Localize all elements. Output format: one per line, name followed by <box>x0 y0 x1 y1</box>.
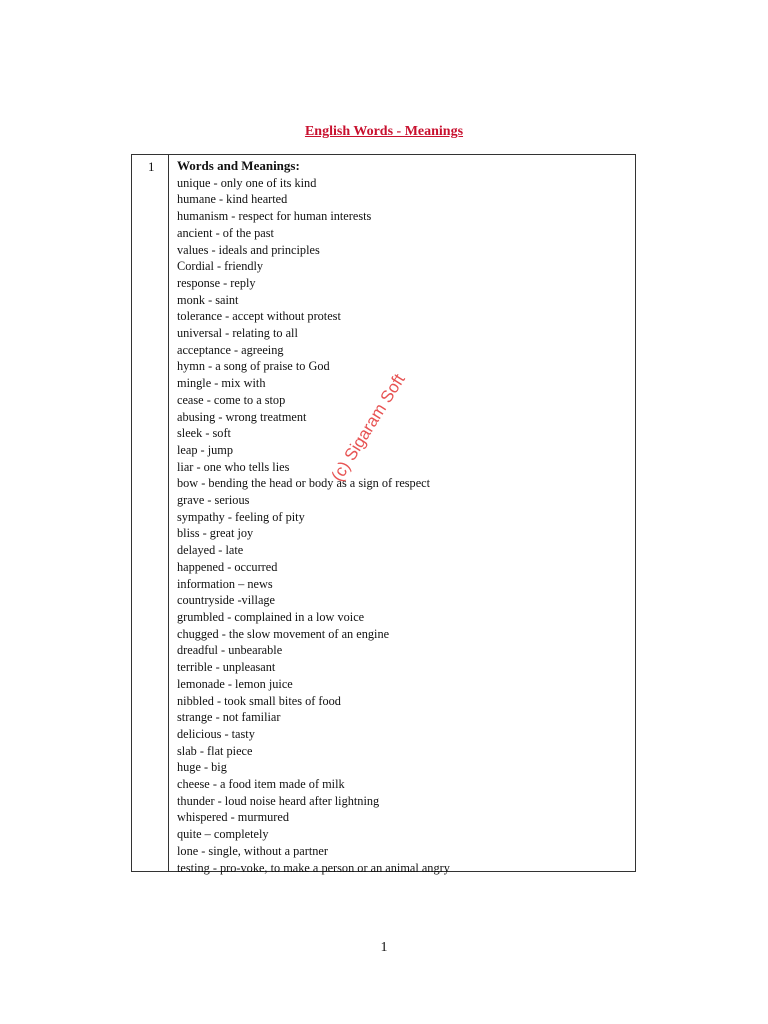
word-meaning-item: countryside -village <box>177 593 276 608</box>
word-meaning-item: testing - pro-voke, to make a person or an animal angry <box>177 860 450 875</box>
word-meaning-item: response - reply <box>177 275 256 290</box>
word-meaning-item: delicious - tasty <box>177 726 255 741</box>
word-meaning-item: universal - relating to all <box>177 326 298 341</box>
word-meaning-item: leap - jump <box>177 442 234 457</box>
word-meaning-item: sleek - soft <box>177 426 231 441</box>
word-meaning-item: unique - only one of its kind <box>177 175 317 190</box>
word-meaning-item: bliss - great joy <box>177 526 254 541</box>
word-meaning-item: sympathy - feeling of pity <box>177 509 305 524</box>
word-meaning-item: cheese - a food item made of milk <box>177 777 345 792</box>
word-meaning-item: monk - saint <box>177 292 239 307</box>
word-meaning-item: mingle - mix with <box>177 376 266 391</box>
row-number: 1 <box>148 159 155 174</box>
word-meaning-item: Cordial - friendly <box>177 259 264 274</box>
word-meaning-item: ancient - of the past <box>177 225 274 240</box>
word-meaning-item: lone - single, without a partner <box>177 843 328 858</box>
word-meaning-item: nibbled - took small bites of food <box>177 693 341 708</box>
word-meaning-item: tolerance - accept without protest <box>177 309 341 324</box>
word-meaning-item: terrible - unpleasant <box>177 660 276 675</box>
word-meaning-item: liar - one who tells lies <box>177 459 290 474</box>
section-heading: Words and Meanings: <box>177 158 300 173</box>
word-meaning-item: huge - big <box>177 760 227 775</box>
word-meaning-item: hymn - a song of praise to God <box>177 359 330 374</box>
word-meaning-item: delayed - late <box>177 543 244 558</box>
word-meaning-item: strange - not familiar <box>177 710 281 725</box>
word-meaning-item: bow - bending the head or body as a sign of respect <box>177 476 431 491</box>
word-meaning-item: humane - kind hearted <box>177 192 288 207</box>
table-content <box>177 158 631 876</box>
page-number: 1 <box>380 940 388 955</box>
words-table <box>131 154 636 875</box>
word-meaning-item: chugged - the slow movement of an engine <box>177 626 390 641</box>
word-meaning-item: humanism - respect for human interests <box>177 209 372 224</box>
word-meaning-item: lemonade - lemon juice <box>177 676 293 691</box>
word-meaning-item: grumbled - complained in a low voice <box>177 609 365 624</box>
word-meaning-item: slab - flat piece <box>177 743 253 758</box>
word-meaning-item: values - ideals and principles <box>177 242 320 257</box>
word-meaning-item: acceptance - agreeing <box>177 342 284 357</box>
word-meaning-item: quite – completely <box>177 827 269 842</box>
column-divider <box>168 155 169 871</box>
word-meaning-item: thunder - loud noise heard after lightning <box>177 793 380 808</box>
word-meaning-item: happened - occurred <box>177 559 278 574</box>
watermark: (c) Sigaram Soft <box>327 370 409 485</box>
word-meaning-item: dreadful - unbearable <box>177 643 283 658</box>
word-meaning-item: grave - serious <box>177 493 250 508</box>
word-meaning-item: whispered - murmured <box>177 810 290 825</box>
word-meaning-item: abusing - wrong treatment <box>177 409 307 424</box>
word-meaning-item: cease - come to a stop <box>177 392 286 407</box>
word-list <box>177 175 631 877</box>
document-title: English Words - Meanings <box>304 124 464 139</box>
word-meaning-item: information – news <box>177 576 273 591</box>
